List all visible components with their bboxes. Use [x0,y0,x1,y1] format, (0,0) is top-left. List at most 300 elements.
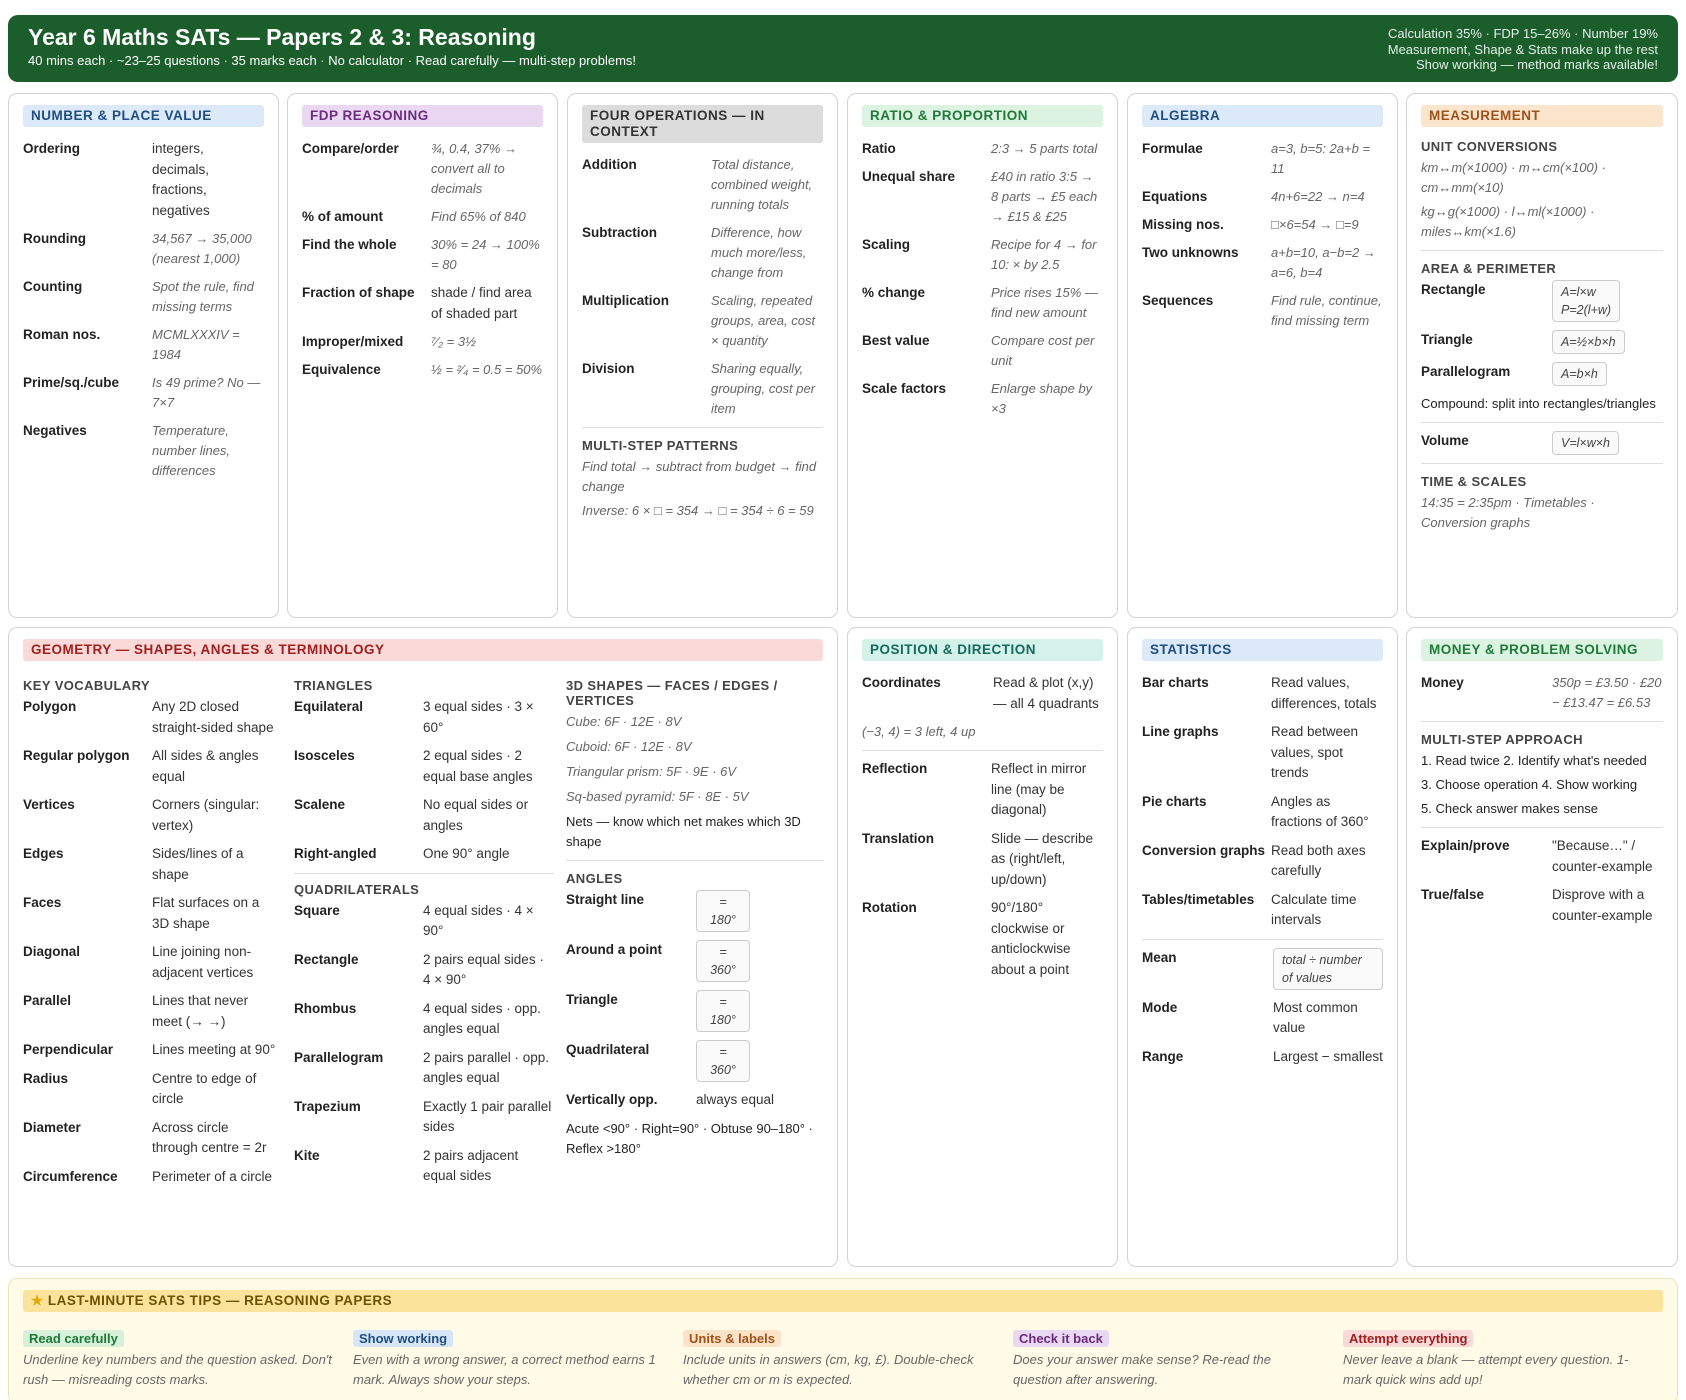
item-value: ¾, 0.4, 37% → convert all to decimals [431,141,517,196]
list-item [294,950,554,991]
item-value: One 90° angle [423,846,510,861]
item-value: Reflect in mirror line (may be diagonal) [991,761,1087,817]
list-item [582,359,823,419]
triangle-label: Triangle [1421,332,1473,347]
item-label: Faces [23,895,62,910]
triangle-formula: A=½×b×h [1552,330,1625,354]
list-item [23,229,264,269]
item-label: Scalene [294,797,346,812]
item-value: shade / find area of shaded part [431,285,532,321]
list-item [302,283,543,324]
item-label: Subtraction [582,225,658,240]
compound-note: Compound: split into rectangles/triangles [1421,396,1656,411]
item-value: Sides/lines of a shape [152,846,244,882]
card-geometry [8,627,838,1267]
rectangle-label: Rectangle [1421,282,1486,297]
divider [566,860,824,861]
list-item [23,139,264,221]
item-value: Find 65% of 840 [431,209,526,224]
list-item [23,1167,278,1188]
list-item [1142,792,1383,833]
item-label: Unequal share [862,169,956,184]
card-title: FOUR OPERATIONS — IN CONTEXT [582,105,823,143]
parallelogram-label: Parallelogram [1421,364,1511,379]
item-label: Edges [23,846,64,861]
item-value: 3 equal sides · 3 × 60° [423,699,534,735]
list-item [23,277,264,317]
item-label: Diagonal [23,944,81,959]
vocab-rows [23,697,278,1187]
parallelogram-formula: A=b×h [1552,362,1607,386]
item-label: Equilateral [294,699,364,714]
item-value: = 180° [696,990,750,1032]
item-value: Compare cost per unit [991,333,1095,368]
item-value: 2:3 → 5 parts total [991,141,1098,156]
item-value: integers, decimals, fractions, negatives [152,141,210,218]
list-item [566,990,824,1032]
item-value: Read values, differences, totals [1271,675,1377,711]
item-label: Trapezium [294,1098,361,1114]
item-value: Any 2D closed straight-sided shape [152,699,274,735]
tips-title [23,1290,1663,1312]
tip-card [1343,1330,1653,1389]
card-number [8,93,279,618]
item-value: ⁷⁄₂ = 3½ [431,334,476,349]
mode-value: Most common value [1273,999,1358,1035]
divider [582,427,823,428]
tip-card [1013,1330,1323,1389]
list-item [294,795,554,836]
multi-step-1: 1. Read twice 2. Identify what's needed [1421,753,1647,768]
item-label: Ratio [862,141,896,156]
list-item [23,746,278,787]
item-label: Parallelogram [294,1049,384,1065]
card-money [1406,627,1678,1267]
list-item [1142,890,1383,931]
nets-note: Nets — know which net makes which 3D shape [566,814,801,849]
item-label: Find the whole [302,237,397,252]
item-value: MCMLXXXIV = 1984 [152,327,240,362]
section-title: MULTI-STEP APPROACH [1421,732,1583,747]
item-label: Around a point [566,942,662,957]
list-item [294,999,554,1040]
item-value: 90°/180° clockwise or anticlockwise about a point [991,900,1071,977]
list-item [23,421,264,481]
item-value: Enlarge shape by ×3 [991,381,1093,416]
unit-line-2: kg↔g(×1000) · l↔ml(×1000) · miles↔km(×1.6) [1421,204,1595,239]
item-value: Total distance, combined weight, running totals [711,157,813,212]
fdp-rows [302,139,543,380]
multi-step-2: Inverse: 6 × □ = 354 → □ = 354 ÷ 6 = 59 [582,503,814,518]
item-value: 34,567 → 35,000 (nearest 1,000) [152,231,252,266]
section-title: 3D SHAPES — FACES / EDGES / VERTICES [566,678,778,708]
item-label: Isosceles [294,748,355,763]
mode-label: Mode [1142,999,1178,1015]
item-label: Prime/sq./cube [23,375,120,390]
item-value: Slide — describe as (right/left, up/down) [991,830,1094,887]
item-label: Perpendicular [23,1042,114,1057]
vocab-column [23,678,278,1195]
item-label: Rotation [862,900,917,915]
card-title: GEOMETRY — SHAPES, ANGLES & TERMINOLOGY [23,639,823,661]
list-item [23,795,278,836]
item-value: Perimeter of a circle [152,1168,273,1184]
list-item [1142,722,1383,784]
item-label: Kite [294,1147,320,1163]
tips-title-text: LAST-MINUTE SATS TIPS — REASONING PAPERS [47,1293,393,1308]
list-item [1142,243,1383,283]
item-label: Tables/timetables [1142,891,1255,907]
divider [294,873,554,874]
list-item [862,235,1103,275]
explain-label: Explain/prove [1421,838,1510,853]
tip-text: Underline key numbers and the question asked. Don't rush — misreading costs marks. [23,1352,332,1387]
algebra-rows [1142,139,1383,331]
item-label: Bar charts [1142,675,1209,690]
3d-shape-line: Triangular prism: 5F · 9E · 6V [566,764,737,779]
list-item [302,332,543,352]
item-label: Improper/mixed [302,334,404,349]
multi-step-2: 3. Choose operation 4. Show working [1421,777,1638,792]
list-item [582,155,823,215]
list-item [302,360,543,380]
list-item [1142,673,1383,714]
item-value: Exactly 1 pair parallel sides [423,1098,552,1134]
angle-types: Acute <90° · Right=90° · Obtuse 90–180° · Reflex >180° [566,1120,813,1156]
triangle-rows [294,697,554,865]
item-label: Straight line [566,892,645,907]
item-value: Lines that never meet (→ →) [152,993,249,1029]
list-item [302,139,543,199]
item-value: = 180° [696,890,750,932]
tip-card [683,1330,993,1389]
tip-text: Does your answer make sense? Re-read the question after answering. [1013,1352,1271,1387]
item-label: Parallel [23,993,72,1008]
divider [862,750,1103,751]
list-item [862,139,1103,159]
item-label: Scaling [862,237,911,252]
tip-text: Even with a wrong answer, a correct method earns 1 mark. Always show your steps. [353,1352,656,1387]
card-position [847,627,1118,1267]
item-value: All sides & angles equal [152,748,259,784]
list-item [23,844,278,885]
item-value: □×6=54 → □=9 [1271,217,1359,232]
3d-shape-line: Cuboid: 6F · 12E · 8V [566,739,692,754]
item-label: Ordering [23,141,81,156]
item-label: Quadrilateral [566,1042,650,1057]
list-item [862,898,1103,980]
item-value: 4n+6=22 → n=4 [1271,189,1365,204]
item-value: 30% = 24 → 100% = 80 [431,237,540,272]
page-subtitle: 40 mins each · ~23–25 questions · 35 marks each · No calculator · Read carefully — multi-step problems! [28,52,637,68]
card-title: ALGEBRA [1142,105,1383,127]
rectangle-perimeter: P=2(l+w) [1561,303,1612,317]
tip-label: Read carefully [23,1330,124,1347]
section-title: KEY VOCABULARY [23,678,150,693]
item-label: Rhombus [294,1000,357,1016]
divider [1142,939,1383,940]
item-label: % of amount [302,209,383,224]
divider [1421,463,1663,464]
item-value: = 360° [696,1040,750,1082]
list-item [294,844,554,865]
item-label: Missing nos. [1142,217,1224,232]
list-item [862,379,1103,419]
list-item [566,890,824,932]
item-value: £40 in ratio 3:5 → 8 parts → £5 each → £15 & £25 [991,169,1098,224]
list-item [23,325,264,365]
list-item [862,759,1103,821]
item-label: Radius [23,1070,69,1086]
item-label: Sequences [1142,293,1214,308]
coordinate-example: (−3, 4) = 3 left, 4 up [862,724,976,739]
volume-formula: V=l×w×h [1552,431,1619,455]
item-value: Temperature, number lines, differences [152,423,231,478]
item-value: No equal sides or angles [423,797,529,833]
true-false-value: Disprove with a counter-example [1552,887,1653,923]
fourops-rows [582,155,823,419]
card-four-operations [567,93,838,618]
item-value: 2 pairs parallel · opp. angles equal [423,1049,550,1085]
list-item [294,901,554,942]
range-label: Range [1142,1048,1184,1064]
card-title: MEASUREMENT [1421,105,1663,127]
list-item [862,331,1103,371]
list-item [566,1040,824,1082]
item-value: Corners (singular: vertex) [152,797,260,833]
rectangle-area: A=l×w [1561,285,1596,299]
item-value: Lines meeting at 90° [152,1042,276,1057]
item-label: Two unknowns [1142,245,1239,260]
item-label: Addition [582,157,637,172]
item-value: = 360° [696,940,750,982]
list-item [1142,139,1383,179]
list-item [23,1118,278,1159]
volume-label: Volume [1421,433,1469,448]
item-label: Rectangle [294,951,359,967]
list-item [862,283,1103,323]
list-item [1142,841,1383,882]
list-item [862,829,1103,891]
item-value: Scaling, repeated groups, area, cost × quantity [711,293,816,348]
list-item [582,223,823,283]
angles-column [566,678,824,1159]
card-title: STATISTICS [1142,639,1383,661]
item-label: Triangle [566,992,618,1007]
item-value: 2 pairs adjacent equal sides [423,1147,519,1183]
item-label: Compare/order [302,141,399,156]
card-title: MONEY & PROBLEM SOLVING [1421,639,1663,661]
quad-rows [294,901,554,1187]
item-label: Negatives [23,423,87,438]
item-value: Read between values, spot trends [1271,724,1359,780]
item-label: Multiplication [582,293,669,308]
stat-line-3: Show working — method marks available! [1415,57,1658,72]
unit-line-1: km↔m(×1000) · m↔cm(×100) · cm↔mm(×10) [1421,160,1606,195]
list-item [582,291,823,351]
section-title: UNIT CONVERSIONS [1421,139,1558,154]
position-rows [862,759,1103,980]
item-value: Find rule, continue, find missing term [1271,293,1382,328]
mean-formula: total ÷ number of values [1273,948,1383,990]
item-label: Right-angled [294,846,377,861]
item-label: Square [294,902,340,918]
card-ratio [847,93,1118,618]
money-label: Money [1421,675,1464,690]
page-title: Year 6 Maths SATs — Papers 2 & 3: Reasoning [28,24,536,50]
card-statistics [1127,627,1398,1267]
statistics-rows [1142,673,1383,931]
vertically-opposite-label: Vertically opp. [566,1092,658,1107]
section-title: MULTI-STEP PATTERNS [582,438,739,453]
section-title: ANGLES [566,871,623,886]
card-measurement [1406,93,1678,618]
range-value: Largest − smallest [1273,1048,1383,1064]
item-value: Sharing equally, grouping, cost per item [711,361,816,416]
page-header [8,15,1678,82]
section-title: TIME & SCALES [1421,474,1527,489]
shapes-column [294,678,554,1195]
money-value: 350p = £3.50 · £20 − £13.47 = £6.53 [1552,675,1662,710]
item-label: Fraction of shape [302,285,415,300]
item-label: Regular polygon [23,748,130,763]
tip-card [353,1330,663,1389]
item-label: Vertices [23,797,75,812]
multi-step-3: 5. Check answer makes sense [1421,801,1599,816]
item-value: Flat surfaces on a 3D shape [152,895,260,931]
section-title: AREA & PERIMETER [1421,261,1557,276]
coordinates-label: Coordinates [862,675,941,690]
ratio-rows [862,139,1103,419]
divider [1421,721,1663,722]
item-value: Price rises 15% — find new amount [991,285,1098,320]
card-title: FDP REASONING [302,105,543,127]
tip-text: Include units in answers (cm, kg, £). Double-check whether cm or m is expected. [683,1352,974,1387]
3d-shape-lines [566,712,824,807]
list-item [302,235,543,275]
list-item [294,1146,554,1187]
item-label: Rounding [23,231,86,246]
item-label: Diameter [23,1119,81,1135]
3d-shape-line: Cube: 6F · 12E · 8V [566,714,682,729]
stat-line-1: Calculation 35% · FDP 15–26% · Number 19% [1387,26,1658,41]
list-item [862,167,1103,227]
star-icon: ★ [31,1293,48,1308]
card-algebra [1127,93,1398,618]
item-value: Spot the rule, find missing terms [152,279,254,314]
item-label: Circumference [23,1168,118,1184]
card-fdp [287,93,558,618]
list-item [294,746,554,787]
tip-label: Show working [353,1330,453,1347]
item-value: 2 pairs equal sides · 4 × 90° [423,951,544,987]
3d-shape-line: Sq-based pyramid: 5F · 8E · 5V [566,789,749,804]
section-title: QUADRILATERALS [294,881,420,897]
list-item [294,1097,554,1138]
card-title: NUMBER & PLACE VALUE [23,105,264,127]
tips-banner [8,1278,1678,1400]
list-item [1142,291,1383,331]
explain-value: "Because…" / counter-example [1552,838,1653,874]
list-item [23,942,278,983]
item-value: Difference, how much more/less, change from [711,225,807,280]
stat-line-2: Measurement, Shape & Stats make up the rest [1387,41,1658,57]
list-item [23,893,278,934]
multi-step-1: Find total → subtract from budget → find change [582,459,817,494]
item-label: Best value [862,333,930,348]
item-label: Polygon [23,699,77,714]
item-value: Angles as fractions of 360° [1271,793,1369,829]
item-label: Reflection [862,761,928,776]
item-value: 4 equal sides · opp. angles equal [423,1000,541,1036]
list-item [566,940,824,982]
divider [1421,827,1663,828]
item-value: Recipe for 4 → for 10: × by 2.5 [991,237,1097,272]
item-label: Scale factors [862,381,947,396]
mean-label: Mean [1142,949,1177,965]
list-item [1142,187,1383,207]
angle-rows [566,890,824,1082]
item-value: 4 equal sides · 4 × 90° [423,902,534,938]
tip-card [23,1330,333,1389]
list-item [23,697,278,738]
item-value: a+b=10, a−b=2 → a=6, b=4 [1271,245,1376,280]
item-value: ½ = ²⁄₄ = 0.5 = 50% [431,362,543,377]
divider [1421,422,1663,423]
item-label: Conversion graphs [1142,842,1266,858]
true-false-label: True/false [1421,887,1485,902]
list-item [1142,215,1383,235]
item-label: Division [582,361,635,376]
item-value: Centre to edge of circle [152,1070,257,1106]
header-stats [1388,26,1658,73]
item-label: Translation [862,830,935,846]
item-label: Counting [23,279,83,294]
vertically-opposite-value: always equal [696,1092,775,1107]
divider [1421,250,1663,251]
rectangle-formula [1552,280,1620,322]
item-label: Formulae [1142,141,1203,156]
item-value: a=3, b=5: 2a+b = 11 [1271,141,1371,176]
item-value: Is 49 prime? No — 7×7 [152,375,261,410]
list-item [294,697,554,738]
item-label: Equivalence [302,362,381,377]
time-line: 14:35 = 2:35pm · Timetables · Conversion graphs [1421,495,1595,530]
item-value: Line joining non-adjacent vertices [152,944,254,980]
item-label: Roman nos. [23,327,101,342]
item-value: Calculate time intervals [1271,891,1357,927]
card-title: POSITION & DIRECTION [862,639,1103,661]
item-value: Across circle through centre = 2r [152,1119,267,1155]
card-title: RATIO & PROPORTION [862,105,1103,127]
list-item [23,1040,278,1061]
tip-label: Attempt everything [1343,1330,1473,1347]
item-label: Pie charts [1142,793,1207,809]
list-item [23,1069,278,1110]
section-title: TRIANGLES [294,678,373,693]
number-rows [23,139,264,481]
tip-label: Units & labels [683,1330,781,1347]
item-label: Equations [1142,189,1208,204]
item-value: 2 equal sides · 2 equal base angles [423,748,533,784]
item-value: Read both axes carefully [1271,842,1366,878]
tip-text: Never leave a blank — attempt every question. 1-mark quick wins add up! [1343,1352,1629,1387]
coordinates-value: Read & plot (x,y) — all 4 quadrants [993,675,1099,711]
item-label: % change [862,285,926,300]
list-item [302,207,543,227]
item-label: Line graphs [1142,724,1219,739]
tip-label: Check it back [1013,1330,1109,1347]
